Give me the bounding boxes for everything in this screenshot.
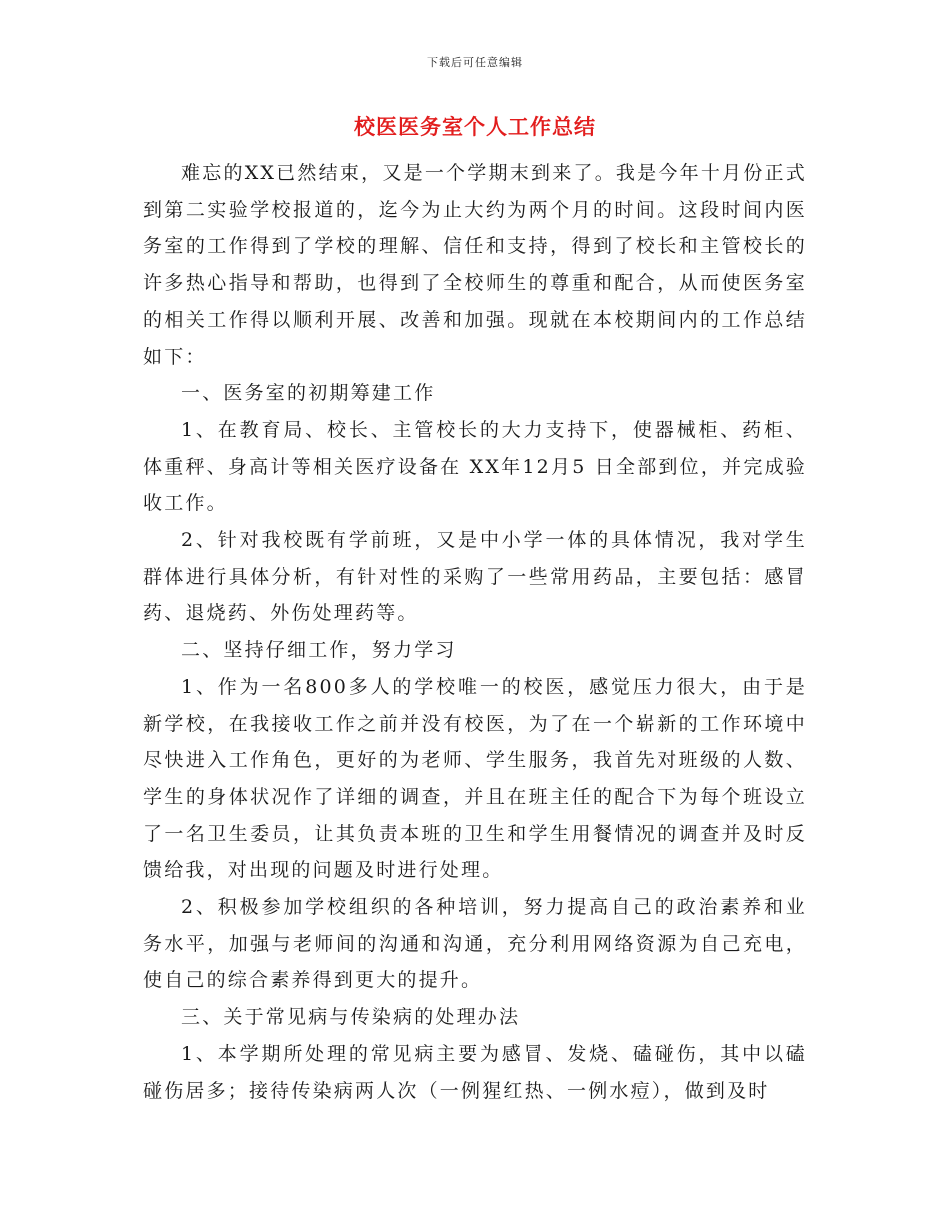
paragraph: 2、积极参加学校组织的各种培训，努力提高自己的政治素养和业务水平，加强与老师间的沟通和沟通，充分利用网络资源为自己充电，使自己的综合素养得到更大的提升。 [143,896,807,992]
section-heading-2: 二、坚持仔细工作，努力学习 [181,639,457,662]
paragraph: 1、作为一名800多人的学校唯一的校医，感觉压力很大，由于是新学校，在我接收工作之前并没有校医，为了在一个崭新的工作环境中尽快进入工作角色，更好的为老师、学生服务，我首先对班级的人数、学生的身体状况作了详细的调查，并且在班主任的配合下为每个班设立了一名卫生委员，让其负责本班的卫生和学生用餐情况的调查并及时反馈给我，对出现的问题及时进行处理。 [143,675,807,882]
paragraph: 1、本学期所处理的常见病主要为感冒、发烧、磕碰伤，其中以磕碰伤居多；接待传染病两人次（一例猩红热、一例水痘），做到及时 [143,1042,807,1102]
paragraph: 2、针对我校既有学前班，又是中小学一体的具体情况，我对学生群体进行具体分析，有针对性的采购了一些常用药品，主要包括：感冒药、退烧药、外伤处理药等。 [143,529,807,625]
section-heading-3: 三、关于常见病与传染病的处理办法 [181,1006,521,1029]
section-heading-1: 一、医务室的初期筹建工作 [181,382,436,405]
paragraph-intro: 难忘的XX已然结束，又是一个学期末到来了。我是今年十月份正式到第二实验学校报道的，迄今为止大约为两个月的时间。这段时间内医务室的工作得到了学校的理解、信任和支持，得到了校长和主管校长的许多热心指导和帮助，也得到了全校师生的尊重和配合，从而使医务室的相关工作得以顺利开展、改善和加强。现就在本校期间内的工作总结如下： [143,162,807,368]
header-note: 下载后可任意编辑 [427,56,523,69]
paragraph: 1、在教育局、校长、主管校长的大力支持下，使器械柜、药柜、体重秤、身高计等相关医疗设备在 XX年12月5 日全部到位，并完成验收工作。 [143,418,807,515]
document-title: 校医医务室个人工作总结 [354,114,596,139]
document-body [143,155,807,1109]
